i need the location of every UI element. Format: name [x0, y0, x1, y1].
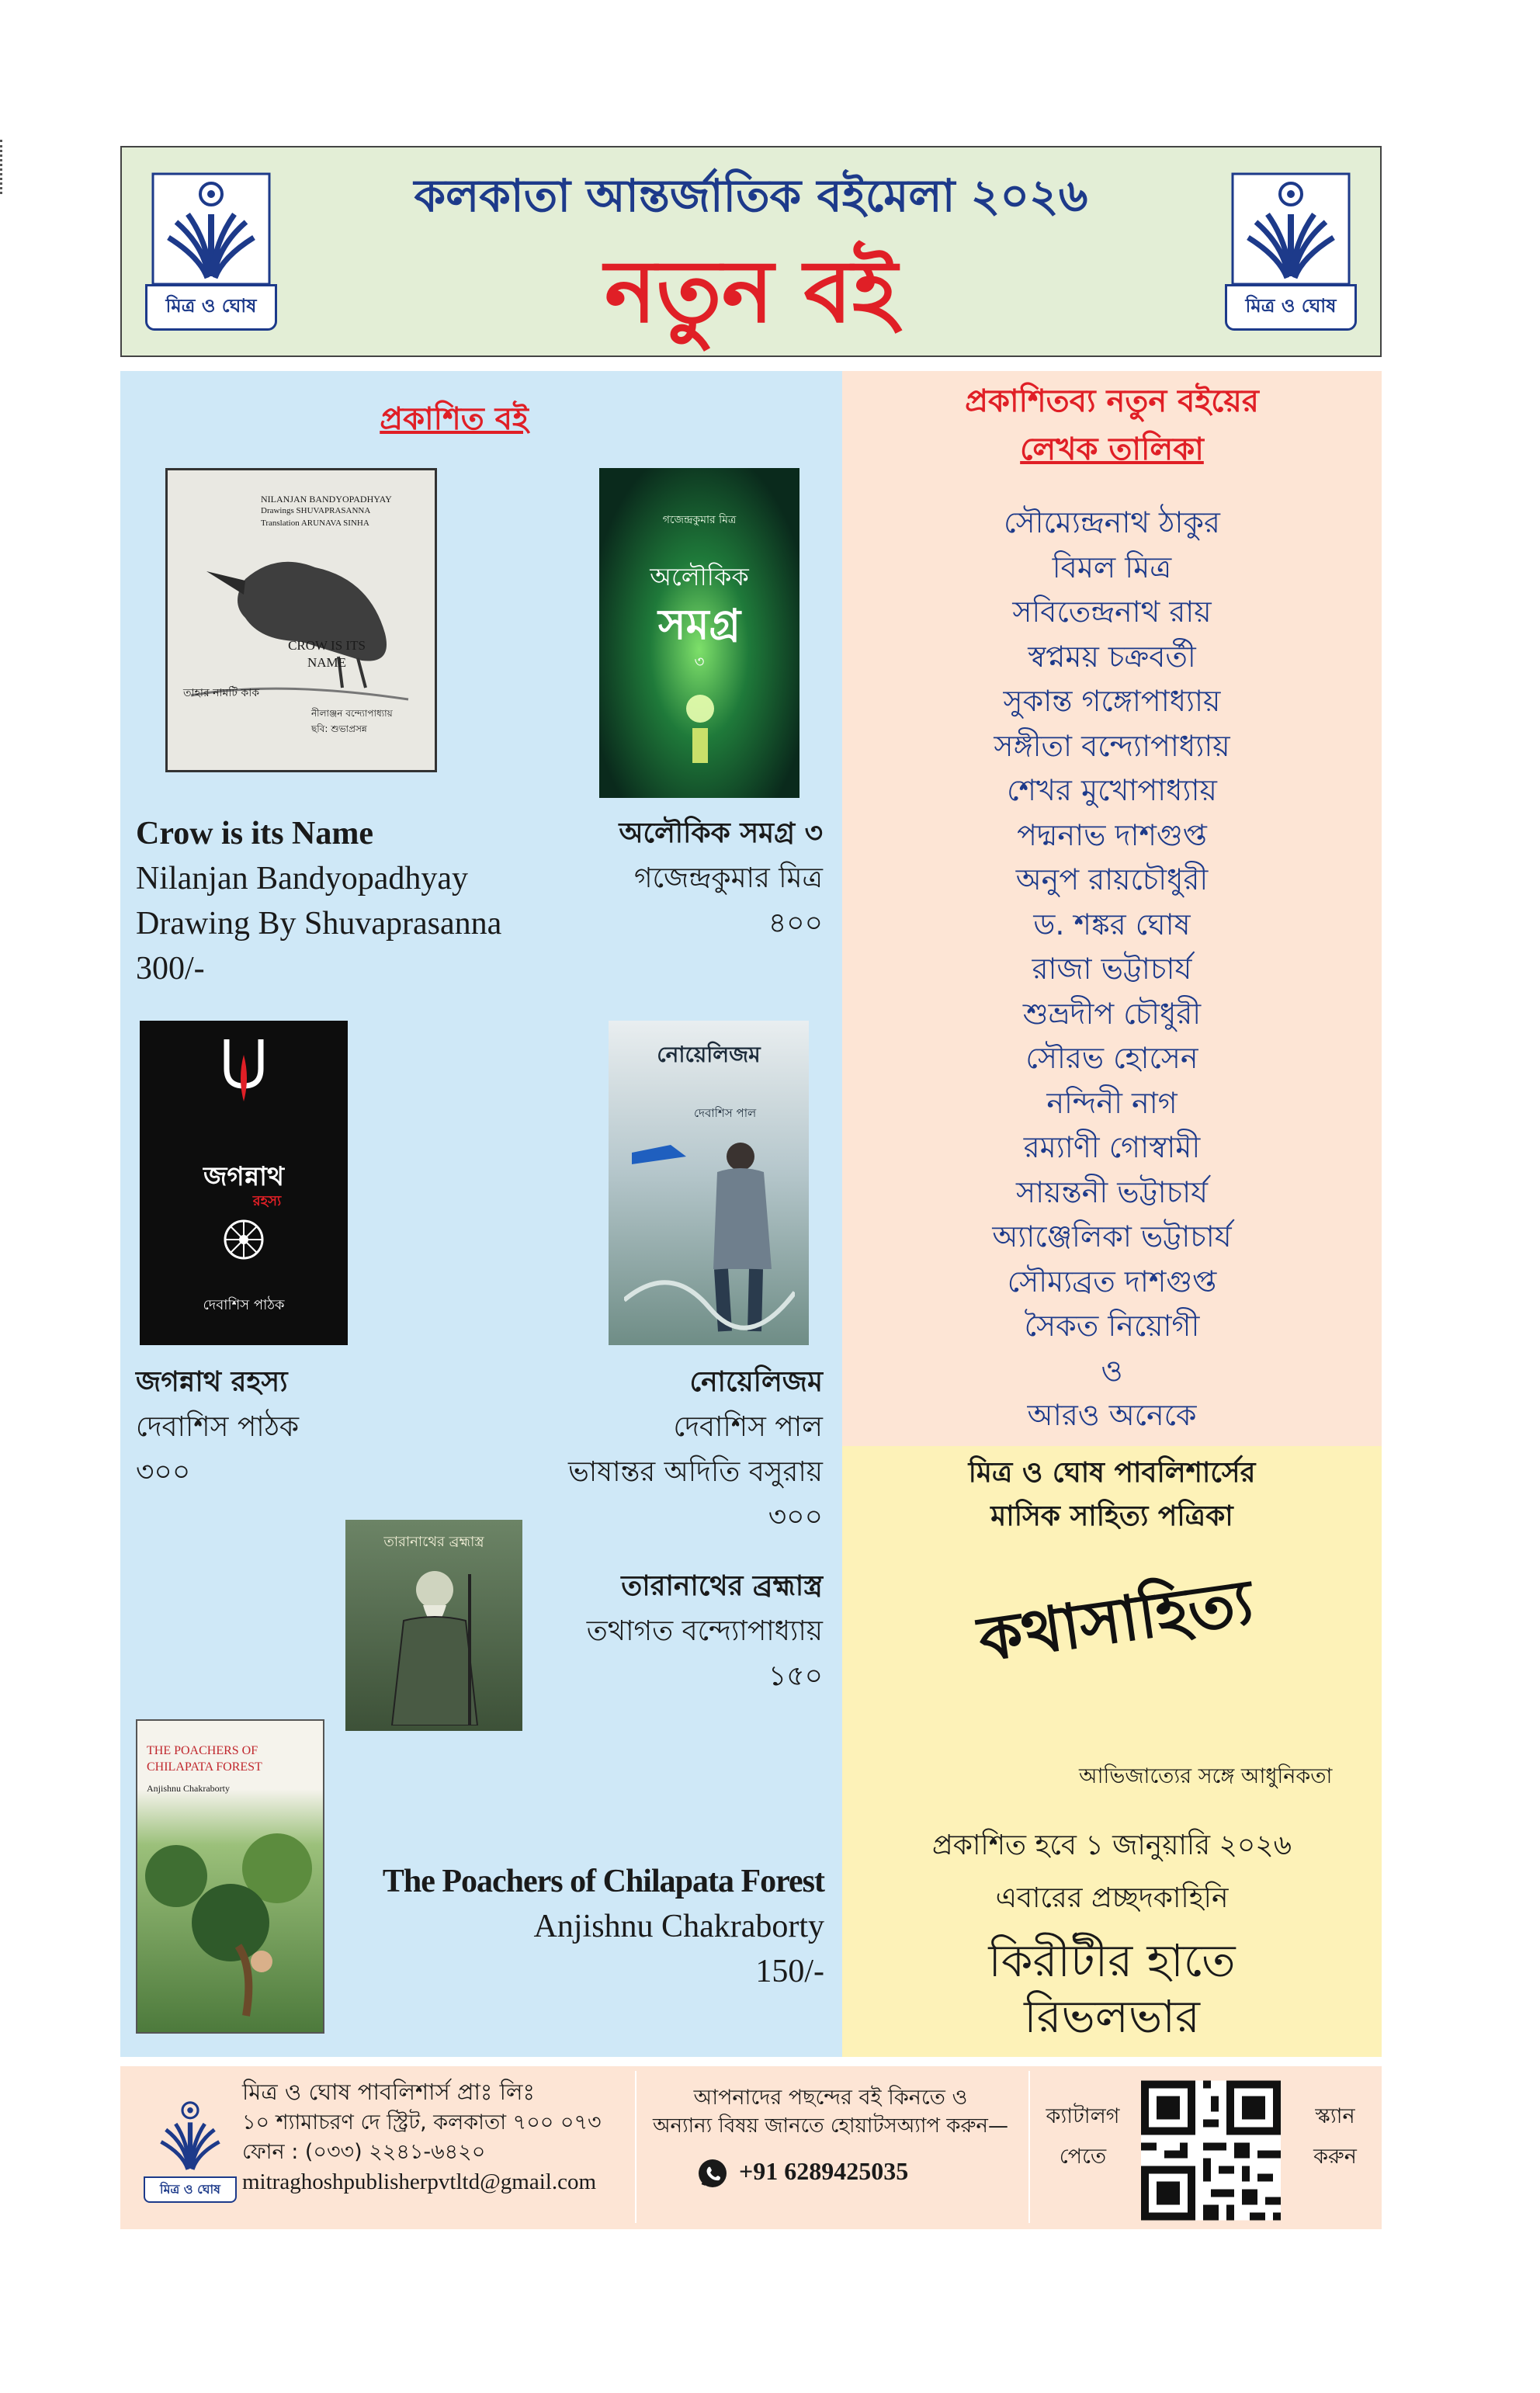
logo-caption: মিত্র ও ঘোষ [145, 284, 277, 331]
whatsapp-text-line2: অন্যান্য বিষয় জানতে হোয়াটসঅ্যাপ করুন— [653, 2114, 1008, 2138]
author-item: বিমল মিত্র [1052, 550, 1172, 584]
magazine-heading-line1: মিত্র ও ঘোষ পাবলিশার্সের [968, 1457, 1256, 1489]
book-author: তথাগত বন্দ্যোপাধ্যায় [586, 1615, 823, 1647]
footer-logo [144, 2096, 237, 2204]
tree-logo-icon [144, 2096, 237, 2173]
edge-mark [0, 140, 7, 194]
cover-bengali-title: তাহার নামটি কাক [183, 687, 260, 699]
new-books-title: নতুন বই [604, 241, 898, 342]
book-author: Nilanjan Bandyopadhyay [136, 861, 469, 897]
book-cover-crow[interactable] [165, 468, 437, 772]
forest-illustration [145, 1829, 316, 2027]
cover-title: CROW IS ITS NAME [288, 638, 366, 670]
qr-code-icon[interactable] [1141, 2079, 1281, 2222]
author-item: সৈকত নিয়োগী [1024, 1309, 1200, 1343]
author-item: রম্যাণী গোস্বামী [1023, 1130, 1201, 1164]
cover-bengali-author: নীলাঞ্জন বন্দ্যোপাধ্যায় [311, 708, 393, 719]
catalog-text-line2: পেতে [1059, 2145, 1107, 2169]
tilak-icon [220, 1038, 267, 1104]
tree-logo-icon [1225, 168, 1357, 292]
book-price: ৪০০ [768, 907, 823, 939]
cover-title2: সমগ্র [657, 600, 741, 649]
cover-title1: অলৌকিক [650, 562, 749, 591]
cover-author: গজেন্দ্রকুমার মিত্র [662, 514, 737, 526]
cover-story-line2: রিভলভার [1024, 1990, 1200, 2043]
cover-vol: ৩ [694, 652, 705, 671]
book-text-taranath [497, 1564, 823, 1699]
cover-story-label: এবারের প্রচ্ছদকাহিনি [995, 1882, 1229, 1914]
book-cover-noelism[interactable] [609, 1021, 809, 1345]
cover-author: Anjishnu Chakraborty [147, 1783, 230, 1794]
book-text-noelism [497, 1360, 823, 1540]
footer-divider [1028, 2071, 1030, 2223]
upcoming-heading-line1: প্রকাশিতব্য নতুন বইয়ের [965, 383, 1259, 419]
logo-caption: মিত্র ও ঘোষ [1225, 284, 1357, 331]
author-item: সঙ্গীতা বন্দ্যোপাধ্যায় [994, 728, 1230, 763]
book-price: 300/- [136, 951, 205, 987]
upcoming-heading-line2: লেখক তালিকা [1020, 432, 1204, 467]
author-list [842, 501, 1382, 1438]
magazine-logo: কথাসাহিত্য [974, 1565, 1257, 1676]
book-price: ৩০০ [768, 1501, 823, 1533]
bookfair-title: কলকাতা আন্তর্জাতিক বইমেলা ২০২৬ [414, 169, 1088, 222]
cover-title: জগন্নাথ [203, 1161, 284, 1192]
author-item: শুভ্রদীপ চৌধুরী [1022, 996, 1202, 1031]
author-item: সুকান্ত গঙ্গোপাধ্যায় [1003, 684, 1221, 718]
book-cover-taranath[interactable] [345, 1520, 522, 1731]
magazine-heading-line2: মাসিক সাহিত্য পত্রিকা [990, 1500, 1233, 1532]
author-item: আরও অনেকে [1027, 1398, 1197, 1432]
cover-title: THE POACHERS OF CHILAPATA FOREST [147, 1744, 262, 1774]
magazine-publish-date: প্রকাশিত হবে ১ জানুয়ারি ২০২৬ [931, 1829, 1292, 1861]
scan-text-line1: স্ক্যান [1315, 2104, 1355, 2128]
whatsapp-number[interactable]: +91 6289425035 [739, 2157, 909, 2185]
author-item: সৌরভ হোসেন [1025, 1041, 1198, 1075]
book-author: গজেন্দ্রকুমার মিত্র [634, 862, 823, 894]
company-name: মিত্র ও ঘোষ পাবলিশার্স প্রাঃ লিঃ [242, 2079, 535, 2105]
cover-author: NILANJAN BANDYOPADHYAY [261, 494, 392, 505]
whatsapp-text-line1: আপনাদের পছন্দের বই কিনতে ও [693, 2086, 968, 2110]
author-item: সৌম্যেন্দ্রনাথ ঠাকুর [1004, 505, 1220, 539]
author-item: শেখর মুখোপাধ্যায় [1007, 773, 1217, 807]
book-title[interactable]: অলৌকিক সমগ্র ৩ [619, 817, 823, 849]
sage-illustration [376, 1559, 493, 1725]
company-phone: ফোন : (০৩৩) ২২৪১-৬৪২০ [242, 2140, 486, 2164]
book-title[interactable]: জগন্নাথ রহস্য [136, 1366, 288, 1398]
publisher-logo-right [1225, 168, 1357, 331]
book-illustrator: Drawing By Shuvaprasanna [136, 906, 502, 942]
author-item: সায়ন্তনী ভট্টাচার্য [1015, 1174, 1209, 1209]
footer-divider [635, 2071, 636, 2223]
header-banner [120, 146, 1382, 357]
author-item: ও [1101, 1353, 1123, 1388]
cover-drawings: Drawings SHUVAPRASANNA [261, 506, 371, 515]
cover-subtitle: রহস্য [252, 1193, 282, 1209]
cover-story-line1: কিরীটীর হাতে [988, 1934, 1236, 1987]
book-title[interactable]: তারানাথের ব্রহ্মাস্ত্র [621, 1570, 823, 1602]
cover-title: নোয়েলিজম [657, 1042, 761, 1067]
crow-illustration [183, 525, 416, 703]
cover-author: দেবাশিস পাল [694, 1106, 757, 1120]
boy-illustration [624, 1122, 795, 1339]
book-text-aloukik [528, 811, 823, 946]
whatsapp-icon [697, 2158, 728, 2189]
author-item: অ্যাঞ্জেলিকা ভট্টাচার্য [992, 1219, 1232, 1254]
book-author: দেবাশিস পাল [673, 1411, 823, 1443]
book-translator: ভাষান্তর অদিতি বসুরায় [567, 1456, 823, 1488]
scan-text-line2: করুন [1313, 2145, 1357, 2169]
author-item: সৌম্যব্রত দাশগুপ্ত [1007, 1264, 1217, 1299]
company-email[interactable]: mitraghoshpublisherpvtltd@gmail.com [242, 2169, 597, 2194]
logo-caption: মিত্র ও ঘোষ [144, 2176, 237, 2203]
book-title[interactable]: The Poachers of Chilapata Forest [382, 1864, 824, 1899]
author-item: ড. শঙ্কর ঘোষ [1033, 907, 1191, 942]
book-price: ১৫০ [768, 1660, 823, 1692]
book-cover-aloukik[interactable] [599, 468, 799, 798]
published-heading: প্রকাশিত বই [380, 401, 529, 437]
author-item: স্বপ্নময় চক্রবর্তী [1028, 639, 1196, 674]
book-price: 150/- [755, 1954, 824, 1989]
cover-translation: Translation ARUNAVA SINHA [261, 518, 369, 528]
cover-author: দেবাশিস পাঠক [203, 1297, 285, 1313]
book-title[interactable]: নোয়েলিজম [689, 1366, 823, 1398]
cover-bengali-drawing: ছবি: শুভাপ্রসন্ন [311, 723, 367, 734]
book-cover-poachers[interactable] [136, 1719, 324, 2034]
book-cover-jagannath[interactable] [140, 1021, 348, 1345]
book-title[interactable]: Crow is its Name [136, 816, 374, 851]
magazine-tagline: আভিজাত্যের সঙ্গে আধুনিকতা [1079, 1764, 1333, 1788]
author-item: রাজা ভট্টাচার্য [1032, 952, 1192, 986]
chakra-icon [220, 1216, 267, 1263]
lamp-icon [665, 685, 735, 771]
company-address: ১০ শ্যামাচরণ দে স্ট্রিট, কলকাতা ৭০০ ০৭৩ [242, 2110, 602, 2135]
book-author: Anjishnu Chakraborty [533, 1909, 824, 1944]
author-item: নন্দিনী নাগ [1046, 1085, 1178, 1120]
book-author: দেবাশিস পাঠক [136, 1411, 300, 1443]
book-price: ৩০০ [136, 1456, 191, 1488]
cover-title: তারানাথের ব্রহ্মাস্ত্র [383, 1534, 484, 1550]
author-item: পদ্মনাভ দাশগুপ্ত [1017, 817, 1207, 852]
catalog-text-line1: ক্যাটালগ [1046, 2104, 1120, 2128]
book-text-poachers [349, 1859, 824, 1994]
author-item: সবিতেন্দ্রনাথ রায় [1012, 595, 1212, 629]
book-text-crow [136, 811, 571, 991]
author-item: অনুপ রায়চৌধুরী [1015, 862, 1209, 897]
book-text-jagannath [136, 1360, 462, 1495]
